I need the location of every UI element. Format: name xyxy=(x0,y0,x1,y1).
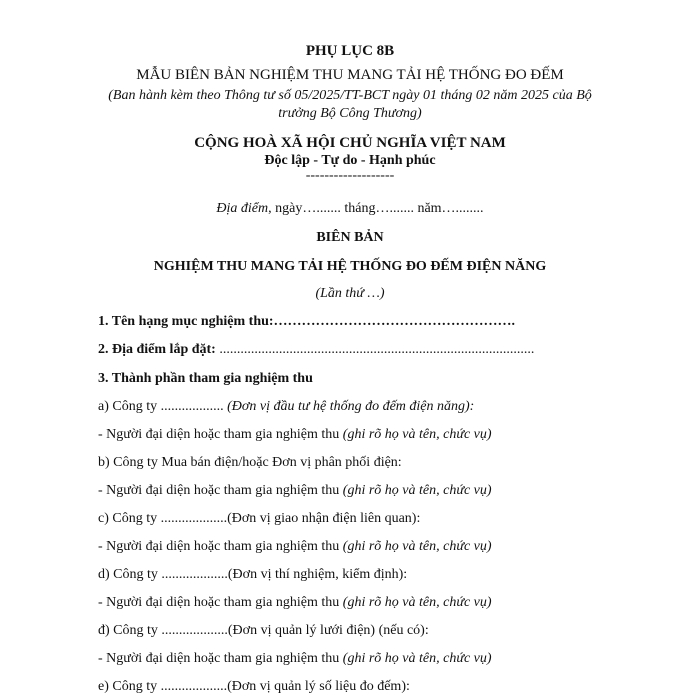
template-title: MẪU BIÊN BẢN NGHIỆM THU MANG TẢI HỆ THỐNG ĐO ĐẾM xyxy=(136,67,564,83)
rep-line-c xyxy=(98,538,492,556)
item-a-italic: (Đơn vị đầu tư hệ thống đo đếm điện năng): xyxy=(227,399,475,414)
section-2-location xyxy=(98,341,534,359)
rep-line-a xyxy=(98,426,492,444)
motto: Độc lập - Tự do - Hạnh phúc xyxy=(264,153,436,168)
rep-line-b xyxy=(98,482,492,500)
item-c: c) Công ty ...................(Đơn vị giao nhận điện liên quan): xyxy=(98,511,421,526)
item-e: e) Công ty ...................(Đơn vị quản lý số liệu đo đếm): xyxy=(98,679,410,694)
rep-prefix: - Người đại diện hoặc tham gia nghiệm thu xyxy=(98,539,343,554)
appendix-label: PHỤ LỤC 8B xyxy=(305,43,395,59)
issued-note-line2: trưởng Bộ Công Thương) xyxy=(278,106,422,121)
rep-prefix: - Người đại diện hoặc tham gia nghiệm thu xyxy=(98,427,343,442)
date-text: , ngày…....... tháng…....... năm…........ xyxy=(268,201,484,216)
place-date-line xyxy=(0,200,700,218)
rep-prefix: - Người đại diện hoặc tham gia nghiệm thu xyxy=(98,651,343,666)
section-3-participants: 3. Thành phần tham gia nghiệm thu xyxy=(98,371,313,386)
republic-name: CỘNG HOÀ XÃ HỘI CHỦ NGHĨA VIỆT NAM xyxy=(194,135,506,151)
motto-divider: ------------------- xyxy=(305,168,395,183)
rep-italic: (ghi rõ họ và tên, chức vụ) xyxy=(342,483,492,498)
rep-line-dd xyxy=(98,650,492,668)
rep-italic: (ghi rõ họ và tên, chức vụ) xyxy=(342,427,492,442)
section-2-label: 2. Địa điểm lắp đặt: xyxy=(98,342,216,357)
section-2-dots: .......................................................................................... xyxy=(215,342,535,357)
rep-line-d xyxy=(98,594,492,612)
place-label: Địa điểm xyxy=(216,201,269,216)
item-b: b) Công ty Mua bán điện/hoặc Đơn vị phân phối điện: xyxy=(98,455,402,470)
issued-note-line1: (Ban hành kèm theo Thông tư số 05/2025/TT-BCT ngày 01 tháng 02 năm 2025 của Bộ xyxy=(108,88,592,103)
item-a-text: a) Công ty .................. xyxy=(98,399,228,414)
document-subject: NGHIỆM THU MANG TẢI HỆ THỐNG ĐO ĐẾM ĐIỆN NĂNG xyxy=(153,259,547,274)
attempt-number: (Lần thứ …) xyxy=(315,286,385,301)
section-1-item-name: 1. Tên hạng mục nghiệm thu:……………………………………………. xyxy=(98,314,516,329)
rep-prefix: - Người đại diện hoặc tham gia nghiệm thu xyxy=(98,595,343,610)
rep-italic: (ghi rõ họ và tên, chức vụ) xyxy=(342,651,492,666)
item-d: d) Công ty ...................(Đơn vị thí nghiệm, kiểm định): xyxy=(98,567,408,582)
rep-italic: (ghi rõ họ và tên, chức vụ) xyxy=(342,539,492,554)
rep-italic: (ghi rõ họ và tên, chức vụ) xyxy=(342,595,492,610)
rep-prefix: - Người đại diện hoặc tham gia nghiệm thu xyxy=(98,483,343,498)
document-type: BIÊN BẢN xyxy=(316,230,384,245)
item-a xyxy=(98,398,474,416)
item-dd: đ) Công ty ...................(Đơn vị quản lý lưới điện) (nếu có): xyxy=(98,623,429,638)
